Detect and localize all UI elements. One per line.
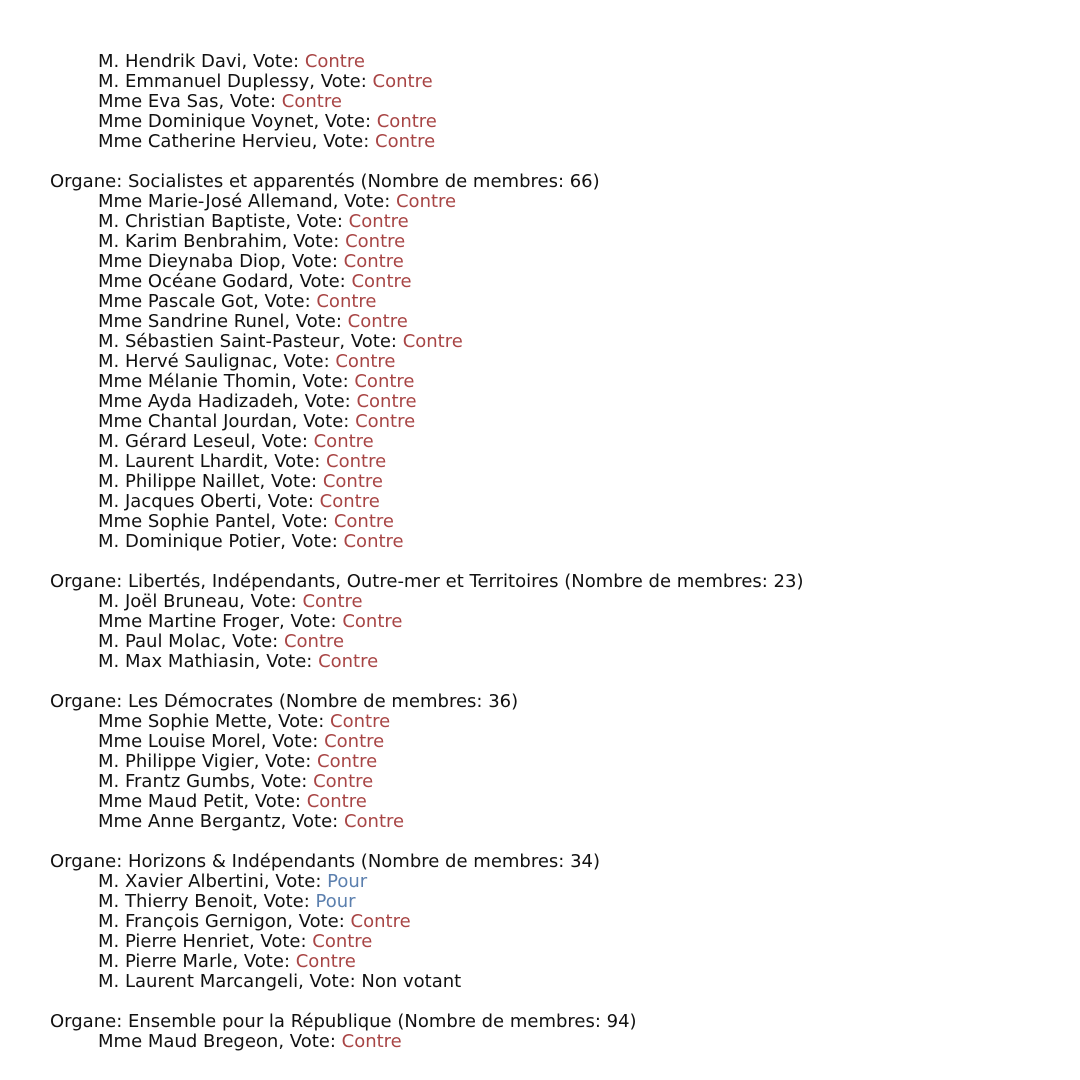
- vote-label: , Vote:: [311, 131, 376, 152]
- vote-value: Contre: [395, 191, 457, 212]
- member-row: [50, 292, 1070, 312]
- vote-value: Contre: [343, 811, 405, 832]
- vote-value: Contre: [318, 651, 379, 672]
- member-name: M. Xavier Albertini: [98, 871, 264, 892]
- vote-value: Contre: [351, 271, 412, 292]
- vote-value: Contre: [372, 71, 433, 92]
- member-row: [50, 532, 1070, 552]
- vote-label: , Vote:: [339, 331, 403, 352]
- vote-label: , Vote:: [254, 651, 319, 672]
- vote-label: , Vote:: [285, 211, 349, 232]
- member-row: [50, 412, 1070, 432]
- vote-label: , Vote:: [263, 871, 328, 892]
- organe-group: [50, 852, 1070, 992]
- member-row: [50, 212, 1070, 232]
- vote-label: , Vote:: [220, 631, 284, 652]
- vote-value: Contre: [322, 471, 383, 492]
- member-name: M. Pierre Henriet: [98, 931, 249, 952]
- vote-value: Contre: [345, 231, 406, 252]
- member-name: M. Max Mathiasin: [98, 651, 255, 672]
- vote-value: Contre: [347, 311, 408, 332]
- member-row: [50, 752, 1070, 772]
- vote-value: Contre: [343, 531, 404, 552]
- vote-label: , Vote:: [250, 431, 314, 452]
- member-name: Mme Ayda Hadizadeh: [98, 391, 294, 412]
- vote-value: Contre: [355, 411, 416, 432]
- member-name: M. Paul Molac: [98, 631, 221, 652]
- member-row: [50, 112, 1070, 132]
- vote-value: Contre: [317, 751, 378, 772]
- vote-value: Contre: [326, 451, 387, 472]
- member-row: [50, 52, 1070, 72]
- vote-label: , Vote:: [253, 291, 317, 312]
- member-row: [50, 492, 1070, 512]
- vote-value: Contre: [313, 771, 374, 792]
- vote-label: , Vote:: [287, 911, 351, 932]
- member-row: [50, 912, 1070, 932]
- member-name: Mme Anne Bergantz: [98, 811, 281, 832]
- member-row: [50, 252, 1070, 272]
- member-name: Mme Sandrine Runel: [98, 311, 285, 332]
- member-name: M. Joël Bruneau: [98, 591, 240, 612]
- member-name: M. Sébastien Saint-Pasteur: [98, 331, 340, 352]
- member-name: Mme Sophie Pantel: [98, 511, 271, 532]
- vote-label: , Vote:: [313, 111, 377, 132]
- organe-group: [50, 172, 1070, 552]
- vote-value: Contre: [302, 591, 363, 612]
- vote-value: Contre: [341, 1031, 402, 1052]
- vote-label: , Vote:: [281, 231, 346, 252]
- member-name: M. Christian Baptiste: [98, 211, 286, 232]
- member-name: Mme Louise Morel: [98, 731, 261, 752]
- vote-label: , Vote:: [280, 531, 344, 552]
- member-name: Mme Sophie Mette: [98, 711, 267, 732]
- vote-label: , Vote:: [266, 711, 331, 732]
- member-row: [50, 72, 1070, 92]
- member-row: [50, 772, 1070, 792]
- member-row: [50, 892, 1070, 912]
- member-name: M. Emmanuel Duplessy: [98, 71, 310, 92]
- member-row: [50, 312, 1070, 332]
- member-row: [50, 872, 1070, 892]
- vote-value: Contre: [354, 371, 415, 392]
- vote-value: Contre: [342, 611, 403, 632]
- vote-label: , Vote:: [270, 511, 334, 532]
- member-name: M. Hendrik Davi: [98, 51, 242, 72]
- vote-value: Contre: [333, 511, 394, 532]
- vote-label: , Vote:: [284, 311, 348, 332]
- member-row: [50, 792, 1070, 812]
- member-name: M. Frantz Gumbs: [98, 771, 250, 792]
- vote-label: , Vote:: [293, 391, 357, 412]
- member-row: [50, 272, 1070, 292]
- member-row: [50, 952, 1070, 972]
- organe-group: [50, 572, 1070, 672]
- vote-label: , Vote:: [298, 971, 362, 992]
- member-row: [50, 592, 1070, 612]
- member-row: [50, 712, 1070, 732]
- member-name: Mme Martine Froger: [98, 611, 280, 632]
- member-row: [50, 92, 1070, 112]
- vote-value: Contre: [324, 731, 385, 752]
- vote-label: , Vote:: [291, 371, 355, 392]
- member-row: [50, 332, 1070, 352]
- member-name: M. Laurent Marcangeli: [98, 971, 299, 992]
- vote-value: Contre: [295, 951, 356, 972]
- vote-value: Pour: [327, 871, 368, 892]
- vote-value: Contre: [330, 711, 391, 732]
- vote-value: Contre: [313, 431, 374, 452]
- vote-label: , Vote:: [218, 91, 282, 112]
- vote-value: Contre: [312, 931, 373, 952]
- member-row: [50, 232, 1070, 252]
- member-name: Mme Chantal Jourdan: [98, 411, 292, 432]
- organe-group: [50, 1012, 1070, 1052]
- vote-value: Contre: [402, 331, 463, 352]
- vote-value: Contre: [304, 51, 365, 72]
- member-name: Mme Dieynaba Diop: [98, 251, 281, 272]
- vote-value: Contre: [283, 631, 345, 652]
- vote-value: Contre: [343, 251, 404, 272]
- vote-label: , Vote:: [232, 951, 296, 972]
- vote-value: Contre: [335, 351, 396, 372]
- member-name: Mme Maud Bregeon: [98, 1031, 279, 1052]
- vote-value: Contre: [281, 91, 342, 112]
- member-row: [50, 732, 1070, 752]
- vote-value: Contre: [319, 491, 380, 512]
- organe-header: Organe: Ensemble pour la République (Nombre de membres: 94): [50, 1011, 637, 1032]
- member-name: M. Dominique Potier: [98, 531, 281, 552]
- vote-label: , Vote:: [291, 411, 356, 432]
- member-name: Mme Maud Petit: [98, 791, 244, 812]
- vote-label: , Vote:: [260, 731, 325, 752]
- vote-label: , Vote:: [259, 471, 323, 492]
- vote-label: , Vote:: [243, 791, 307, 812]
- vote-value: Contre: [356, 391, 417, 412]
- vote-value: Contre: [375, 131, 436, 152]
- member-name: M. Philippe Naillet: [98, 471, 260, 492]
- member-name: M. Thierry Benoit: [98, 891, 253, 912]
- member-row: [50, 632, 1070, 652]
- vote-label: , Vote:: [280, 811, 344, 832]
- member-row: [50, 372, 1070, 392]
- member-row: [50, 652, 1070, 672]
- member-row: [50, 472, 1070, 492]
- vote-label: , Vote:: [309, 71, 373, 92]
- member-row: [50, 932, 1070, 952]
- organe-header: Organe: Horizons & Indépendants (Nombre de membres: 34): [50, 851, 601, 872]
- vote-label: , Vote:: [262, 451, 327, 472]
- organe-header: Organe: Libertés, Indépendants, Outre-mer et Territoires (Nombre de membres: 23): [50, 571, 804, 592]
- member-row: [50, 352, 1070, 372]
- member-name: Mme Marie-José Allemand: [98, 191, 333, 212]
- vote-label: , Vote:: [239, 591, 303, 612]
- vote-label: , Vote:: [252, 891, 316, 912]
- member-name: M. François Gernigon: [98, 911, 288, 932]
- vote-label: , Vote:: [256, 491, 320, 512]
- member-row: [50, 392, 1070, 412]
- organe-group: [50, 692, 1070, 832]
- member-name: M. Pierre Marle: [98, 951, 233, 972]
- member-row: [50, 1032, 1070, 1052]
- vote-label: , Vote:: [248, 931, 313, 952]
- member-name: Mme Catherine Hervieu: [98, 131, 312, 152]
- member-row: [50, 812, 1070, 832]
- organe-header: Organe: Socialistes et apparentés (Nombre de membres: 66): [50, 171, 600, 192]
- vote-value: Contre: [306, 791, 367, 812]
- member-name: Mme Eva Sas: [98, 91, 219, 112]
- vote-label: , Vote:: [249, 771, 314, 792]
- member-row: [50, 512, 1070, 532]
- vote-label: , Vote:: [241, 51, 305, 72]
- member-name: M. Laurent Lhardit: [98, 451, 263, 472]
- vote-label: , Vote:: [288, 271, 352, 292]
- member-row: [50, 452, 1070, 472]
- vote-label: , Vote:: [253, 751, 318, 772]
- member-row: [50, 132, 1070, 152]
- member-name: M. Hervé Saulignac: [98, 351, 273, 372]
- organe-header: Organe: Les Démocrates (Nombre de membres: 36): [50, 691, 519, 712]
- member-name: Mme Pascale Got: [98, 291, 254, 312]
- vote-label: , Vote:: [278, 1031, 342, 1052]
- member-row: [50, 612, 1070, 632]
- vote-label: , Vote:: [332, 191, 396, 212]
- member-row: [50, 432, 1070, 452]
- member-row: [50, 972, 1070, 992]
- member-name: Mme Mélanie Thomin: [98, 371, 292, 392]
- organe-group: [50, 52, 1070, 152]
- vote-value: Contre: [376, 111, 437, 132]
- member-row: [50, 192, 1070, 212]
- member-name: M. Karim Benbrahim: [98, 231, 282, 252]
- member-name: M. Philippe Vigier: [98, 751, 254, 772]
- vote-label: , Vote:: [272, 351, 336, 372]
- vote-results-document: [50, 52, 1070, 1072]
- member-name: Mme Dominique Voynet: [98, 111, 314, 132]
- member-name: M. Jacques Oberti: [98, 491, 257, 512]
- vote-value: Contre: [348, 211, 409, 232]
- vote-label: , Vote:: [279, 611, 343, 632]
- member-name: M. Gérard Leseul: [98, 431, 251, 452]
- vote-label: , Vote:: [280, 251, 344, 272]
- vote-value: Contre: [350, 911, 411, 932]
- vote-value: Pour: [315, 891, 356, 912]
- vote-value: Non votant: [361, 971, 462, 992]
- member-name: Mme Océane Godard: [98, 271, 289, 292]
- vote-value: Contre: [316, 291, 377, 312]
